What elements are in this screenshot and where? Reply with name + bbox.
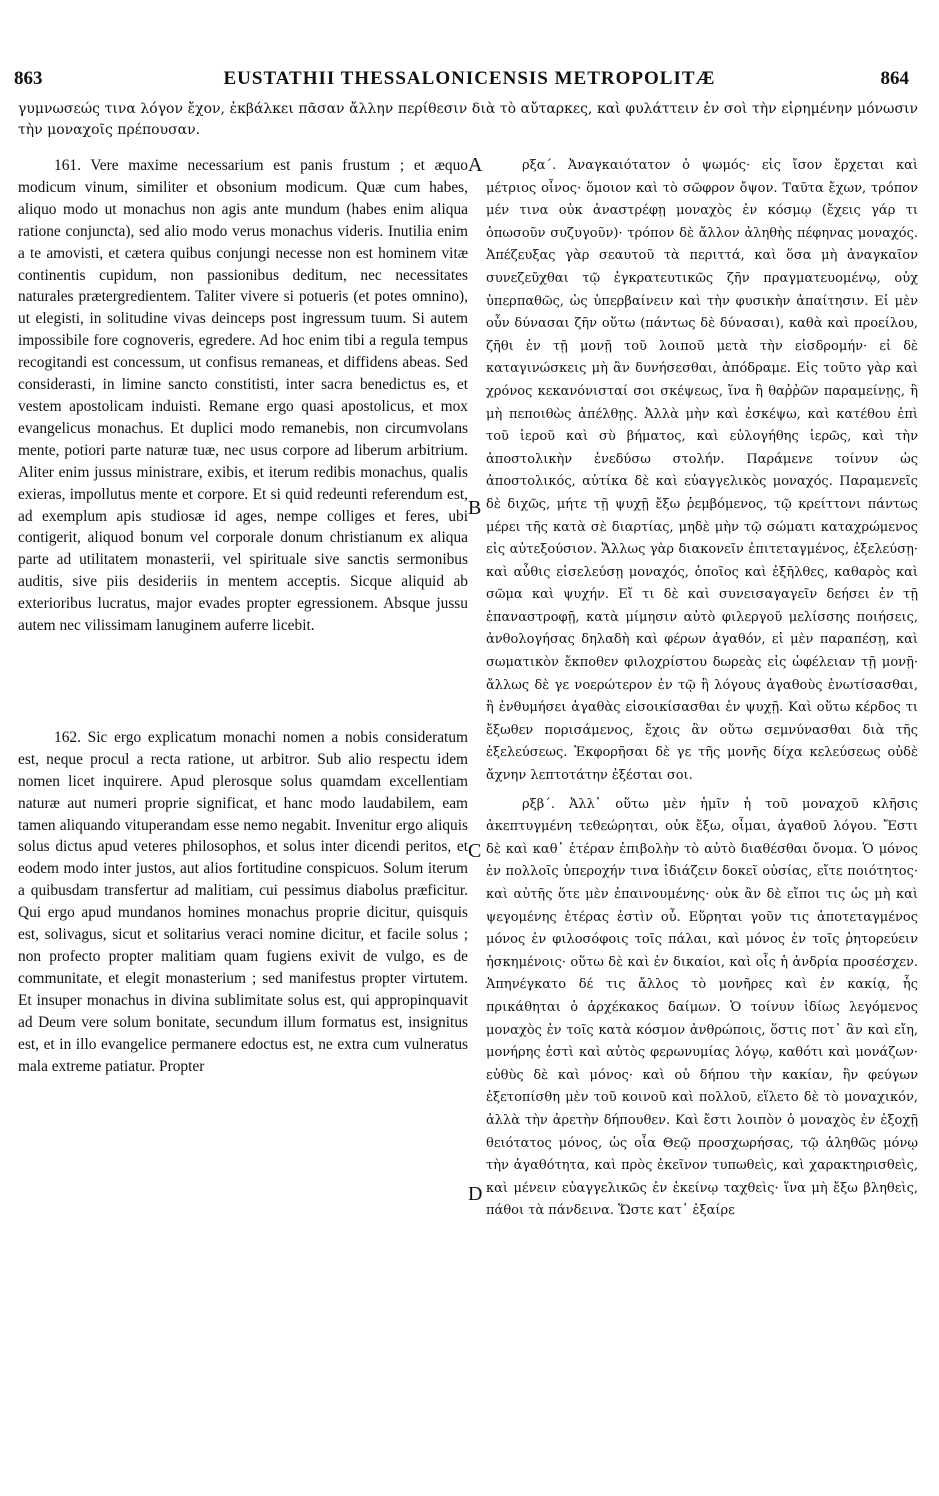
page-number-left: 863 <box>14 68 43 89</box>
margin-letter-c: C <box>468 840 482 862</box>
latin-paragraph-162: 162. Sic ergo explicatum monachi nomen a nobis consideratum est, neque procul a recta ratione, ut arbitror. Sub alio respectu idem nomen licet inquirere. Apud plerosque solus quamdam excellentiam naturæ aut numeri proprie significat, et hanc modo laudabilem, eam tamen aliquando vituperandam esse nemo negabit. Invenitur ergo aliquis solus dictus apud veteres philosophos, et solus inter dicendi peritos, et eodem modo inter justos, aut alios fortitudine conspicuos. Solum iterum a quibusdam transfertur ad malitiam, cui pessimus diabolus præficitur. Qui ergo apud mundanos homines monachus proprie dicitur, quisquis est, solivagus, sicut et solitarius veraci nomine dicitur, et facile solus ; non profecto propter malitiam quam fugiens exivit de vulgo, es de communitate, et elegit monasterium ; sed manifestus propter virtutem. Et insuper monachus in divina sublimitate solus est, qui appropinquavit ad Deum vere solum bonitate, secundum illum formatus est, insignitus est, et in illo evangelice permanere edoctus est, ne extra cum vulneratus mala extreme patiatur. Propter <box>18 728 468 1075</box>
greek-paragraph-161: ρξα΄. Ἀναγκαιότατον ὁ ψωμός· εἰς ἴσον ἔρχεται καὶ μέτριος οἶνος· ὅμοιον καὶ τὸ σῶφρον ὄψον. Ταῦτα ἔχων, τρόπον μέν τινα οὐκ ἀναστρέφῃ μοναχὸς ἐν κόσμῳ (ἔχεις γάρ τι ὁπωσοῦν συζυγοῦν)· τρόπον δὲ ἄλλον ἀληθὴς πέφηνας μοναχός. Ἀπέζευξας γὰρ σεαυτοῦ τὰ περιττά, καὶ ὅσα μὴ ἀναγκαῖον συνεζεῦχθαι τῷ ἐγκρατευτικῶς ζῆν πραγματευομένῳ, οὐχ ὑπερπαθῶς, ὡς ὑπερβαίνειν καὶ τὴν φυσικὴν ἀπαίτησιν. Εἰ μὲν οὖν δύνασαι ζῆν οὕτω (πάντως δὲ δύνασαι), καθὰ καὶ προείλου, ζῆθι ἐν τῇ μονῇ τοῦ λοιποῦ μετὰ τὴν εἰσδρομήν· εἰ δὲ καταγινώσκεις μὴ ἂν δυνήσεσθαι, ἀπόδραμε. Εἰς τοῦτο γὰρ καὶ χρόνος κεκανόνισταί σοι σκέψεως, ἵνα ἢ θαῤῥῶν παραμείνῃς, ἢ μὴ πεποιθὼς ἀπέλθῃς. Ἀλλὰ μὴν καὶ ἐσκέψω, καὶ κατέθου ἐπὶ τοῦ ἱεροῦ καὶ σὺ βήματος, καὶ εὐλογήθης ἱερῶς, καὶ τὴν ἀποστολικὴν ἐνεδύσω στολήν. Παράμενε τοίνυν ὡς ἀποστολικός, αὐτίκα δὲ καὶ εὐαγγελικὸς μοναχός. Παραμενεῖς δὲ διχῶς, μήτε τῇ ψυχῇ ἔξω ῥεμβόμενος, τῷ κρείττονι πάντως μέρει τῆς κατὰ σὲ διαρτίας, μηδὲ μὴν τῷ σώματι καταχρώμενος εἰς αὐτεξούσιον. Ἄλλως γὰρ διακονεῖν ἐπιτεταγμένος, ἐξελεύσῃ· καὶ αὖθις εἰσελεύσῃ μοναχός, ὁποῖος καὶ ἐξῆλθες, καθαρὸς καὶ σῶμα καὶ ψυχήν. Εἴ τι δὲ καὶ συνεισαγαγεῖν δεήσει ἐν τῇ ἐπαναστροφῇ, κατὰ μίμησιν αὐτὸ φιλεργοῦ μελίσσης ποιήσεις, ἀνθολογήσας δηλαδὴ καὶ φέρων ἀγαθόν, εἰ μὲν παραπέσῃ, καὶ σωματικὸν ἔκποθεν φιλοχρίστου δωρεὰς εἰς ὠφέλειαν τῇ μονῇ· ἄλλως δὲ γε νοερώτερον ἐν τῷ ἢ λόγους ἀγαθοὺς ἐνωτίσασθαι, ἢ ἐνθυμήσει ἀγαθὰς εἰσοικίσασθαι ἐν ψυχῇ. Καὶ οὕτω κέρδος τι ἔξωθεν πορισάμενος, ἔχοις ἂν οὕτω σεμνύνασθαι διὰ τῆς ἐξελεύσεως. Ἐκφορῆσαι δὲ γε τῆς μονῆς δίχα κελεύσεως οὐδὲ ἄχνην λεπτοτάτην ἐξέσται σοι. <box>486 158 918 784</box>
running-title: EUSTATHII THESSALONICENSIS METROPOLITÆ <box>223 68 716 89</box>
greek-paragraph-162: ρξβ΄. Ἀλλ᾽ οὕτω μὲν ἡμῖν ἡ τοῦ μοναχοῦ κλῆσις ἀκεπτυγμένη τεθεώρηται, οὐκ ἔξω, οἶμαι, ἀγαθοῦ λόγου. Ἔστι δὲ καὶ καθ᾽ ἑτέραν ἐπιβολὴν τὸ αὐτὸ διαθέσθαι ὄνομα. Ὁ μόνος ἐν πολλοῖς ὑπεροχήν τινα ἰδιάζειν δοκεῖ οὐσίας, εἴτε ποιότητος· καὶ αὐτῆς ὅτε μὲν ἐπαινουμένης· οὐκ ἂν δὲ εἴποι τις ὡς μὴ καὶ ψεγομένης ἑτέρας ἐστὶν οὗ. Εὕρηται γοῦν τις ἀποτεταγμένος μόνος ἐν φιλοσόφοις τοῖς πάλαι, καὶ μόνος ἐν τοῖς ῥητορεύειν ἠσκημένοις· οὕτω δὲ καὶ ἐν δικαίοι, καὶ οἷς ἡ ἀνδρία προσέσχεν. Ἀπηνέγκατο δέ τις ἄλλος τὸ μονῆρες καὶ ἐν κακίᾳ, ἧς πρικάθηται ὁ ἀρχέκακος δαίμων. Ὁ τοίνυν ἰδίως λεγόμενος μοναχὸς ἐν τοῖς κατὰ κόσμον ἀνθρώποις, ὅστις ποτ᾽ ἂν καὶ εἴη, μονήρης ἐστὶ καὶ αὐτὸς φερωνυμίας λόγῳ, καθότι καὶ μονάζων· εὐθὺς δὲ καὶ μόνος· καὶ οὐ δήπου τὴν κακίαν, ἣν φεύγων ἐξετοπίσθη μὲν τοῦ κοινοῦ καὶ πολλοῦ, εἵλετο δὲ τὸ μοναχικόν, ἀλλὰ τὴν ἀρετὴν δήπουθεν. Καὶ ἔστι λοιπὸν ὁ μοναχὸς ἐν ἐξοχῇ θειότατος μόνος, ὡς οἷα Θεῷ προσχωρήσας, τῷ ἀληθῶς μόνῳ τὴν ἀγαθότητα, καὶ πρὸς ἐκεῖνον τυπωθεὶς, καὶ χαρακτηρισθεὶς, καὶ μένειν εὐαγγελικῶς ἐν ἐκείνῳ ταχθεὶς· ἵνα μὴ ἔξω βληθεὶς, πάθοι τὰ πάνδεινα. Ὥστε κατ᾽ ἐξαίρε <box>486 796 918 1219</box>
margin-letter-d: D <box>468 1183 483 1205</box>
page-number-right: 864 <box>880 68 909 89</box>
latin-column <box>18 155 468 1077</box>
greek-column <box>486 155 918 1223</box>
running-header <box>0 68 939 94</box>
margin-letter-a: A <box>468 154 483 176</box>
paragraph-gap <box>18 637 468 727</box>
greek-carryover-text: γυμνωσεώς τινα λόγον ἔχον, ἐκβάλκει πᾶσαν ἄλλην περίθεσιν διὰ τὸ αὔταρκες, καὶ φυλάττειν ἐν σοὶ τὴν εἰρημένην μόνωσιν τὴν μοναχοῖς πρέπουσαν. <box>18 101 918 138</box>
latin-paragraph-161: 161. Vere maxime necessarium est panis frustum ; et æquo modicum vinum, similiter et obsonium modicum. Quæ cum habes, aliquo modo ut monachus non agis ante mundum (habes enim aliqua ratione conjuncta), sed alio modo verus monachus videris. Inutilia enim a te amovisti, et cætera quibus conjungi necesse non est hominem vitæ continentis cupidum, non passionibus deditum, nec necessitates naturales prætergredientem. Taliter vivere si potueris (et potes omnino), ut elegisti, in solitudine vivas deinceps post ingressum tuum. Si autem impossibile fore cognoveris, egredere. Ad hoc enim tibi a regula tempus recogitandi est concessum, ut confisus remaneas, et diffidens abeas. Sed considerasti, in limine sancto constitisti, inter sacra benedictus es, et vestem apostolicam induisti. Remane ergo quasi apostolicus, et mox evangelicus monachus. Et duplici modo remanebis, non circumvolans mente, potiori parte naturæ tuæ, nec usus corpore ad liberum arbitrium. Aliter enim jussus ministrare, exibis, et iterum redibis monachus, qualis exieras, impollutus mente et corpore. Et si quid redeunti referendum est, ad exemplum apis studiosæ id ages, nempe colliges et feres, ubi contigerit, aliquod bonum vel corporale donum christianum ex aliqua parte ad utilitatem monasterii, vel spirituale sive sanctis sermonibus auditis, sive piis desideriis in mentem acceptis. Sicque aliquid ab exterioribus lucratus, major evades propter egressionem. Absque jussu autem nec vilissimam lanuginem auferre licebit. <box>18 157 468 635</box>
margin-letter-b: B <box>468 497 482 519</box>
